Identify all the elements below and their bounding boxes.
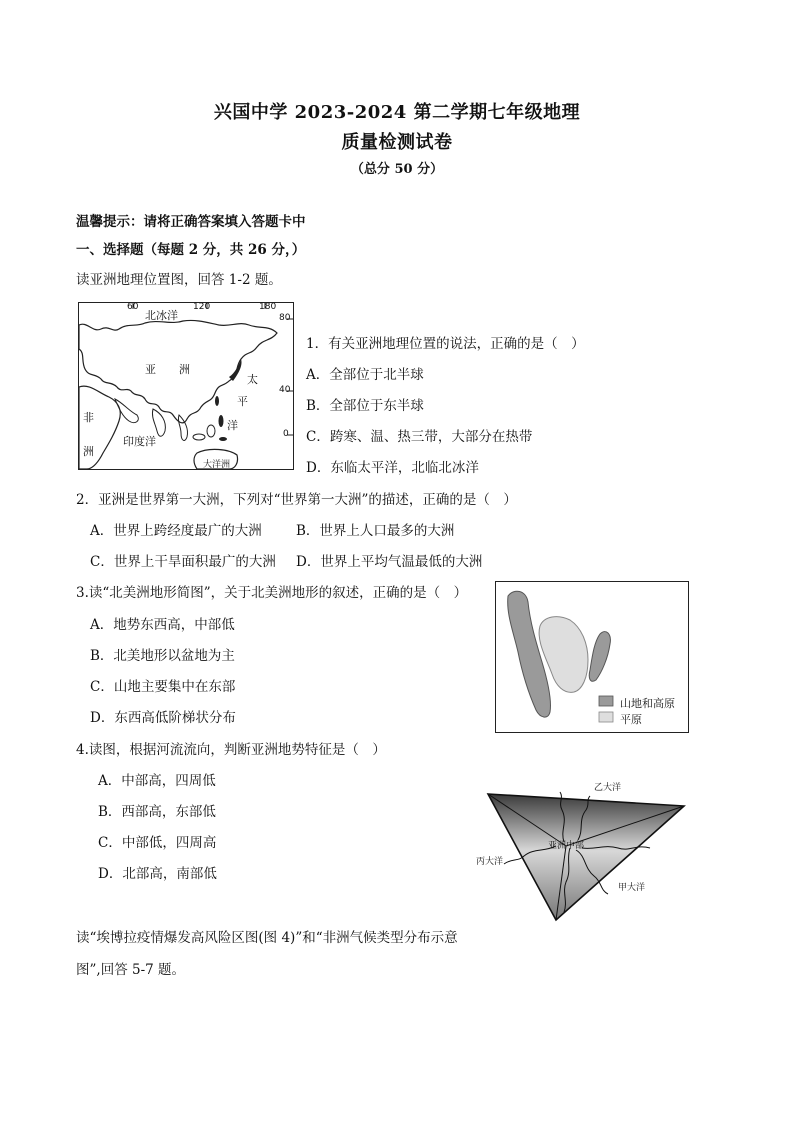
label-pacific-3: 洋 [227,419,238,432]
label-lat-0: 0 [283,429,289,439]
label-ocean-yi: 乙大洋 [594,783,622,793]
q4-option-b: B．西部高，东部低 [98,804,216,820]
label-ocean-jia: 甲大洋 [618,883,646,893]
q3-option-d: D．东西高低阶梯状分布 [90,710,236,726]
triangle-drawing [474,778,688,924]
label-asia-2: 洲 [179,363,190,376]
q4-option-a: A．中部高，四周低 [98,773,216,789]
label-central-asia: 亚洲中部 [548,841,585,851]
notice: 温馨提示：请将正确答案填入答题卡中 [76,214,306,230]
q4-option-d: D．北部高，南部低 [98,866,217,882]
label-pacific-2: 平 [237,395,248,408]
river-flow-diagram [474,778,688,924]
label-indian-ocean: 印度洋 [123,435,156,448]
label-pacific-1: 太 [247,373,258,386]
asia-location-map [78,302,294,470]
label-lon-180: 180 [259,302,277,312]
legend-mountain-label: 山地和高原 [620,697,675,710]
label-lon-60: 60 [127,302,139,312]
label-lat-40: 40 [279,385,291,395]
q3-stem: 3.读“北美洲地形简图”，关于北美洲地形的叙述，正确的是（ ） [76,585,468,601]
q5-intro-line1: 读“埃博拉疫情爆发高风险区图(图 4)”和“非洲气候类型分布示意 [76,930,458,946]
label-lon-120: 120 [193,302,211,312]
label-arctic-ocean: 北冰洋 [145,309,178,322]
legend-plain-label: 平原 [620,713,642,726]
q2-option-b: B．世界上人口最多的大洲 [296,523,455,539]
q2-option-a: A．世界上跨经度最广的大洲 [90,523,262,539]
page-title: 兴国中学 2023-2024 第二学期七年级地理 [213,102,581,123]
q2-stem: 2．亚洲是世界第一大洲，下列对“世界第一大洲”的描述，正确的是（ ） [76,492,517,508]
label-oceania: 大洋洲 [203,460,231,470]
q4-option-c: C．中部低，四周高 [98,835,217,851]
q3-option-c: C．山地主要集中在东部 [90,679,236,695]
page-title-line2: 质量检测试卷 [341,132,453,153]
q1-option-a: A．全部位于北半球 [306,367,424,383]
label-africa-2: 洲 [83,445,94,458]
q1-stem: 1．有关亚洲地理位置的说法，正确的是（ ） [306,336,585,352]
label-asia-1: 亚 [145,363,156,376]
q2-option-c: C．世界上干旱面积最广的大洲 [90,554,276,570]
q3-option-b: B．北美地形以盆地为主 [90,648,235,664]
section-heading: 一、选择题（每题 2 分，共 26 分，） [76,242,306,258]
label-africa-1: 非 [83,411,94,424]
q1-option-c: C．跨寒、温、热三带，大部分在热带 [306,429,533,445]
q5-intro-line2: 图”,回答 5-7 题。 [76,962,186,978]
q2-option-d: D．世界上平均气温最低的大洲 [296,554,483,570]
q1-option-b: B．全部位于东半球 [306,398,424,414]
label-lat-80: 80 [279,313,291,323]
north-america-terrain-map [495,581,689,733]
q3-option-a: A．地势东西高，中部低 [90,617,235,633]
q4-stem: 4.读图，根据河流流向，判断亚洲地势特征是（ ） [76,742,386,758]
total-score: （总分 50 分） [350,162,444,177]
label-ocean-bing: 丙大洋 [476,857,504,867]
section-intro: 读亚洲地理位置图，回答 1-2 题。 [76,272,282,288]
asia-map-drawing [79,303,293,469]
q1-option-d: D．东临太平洋，北临北冰洋 [306,460,479,476]
